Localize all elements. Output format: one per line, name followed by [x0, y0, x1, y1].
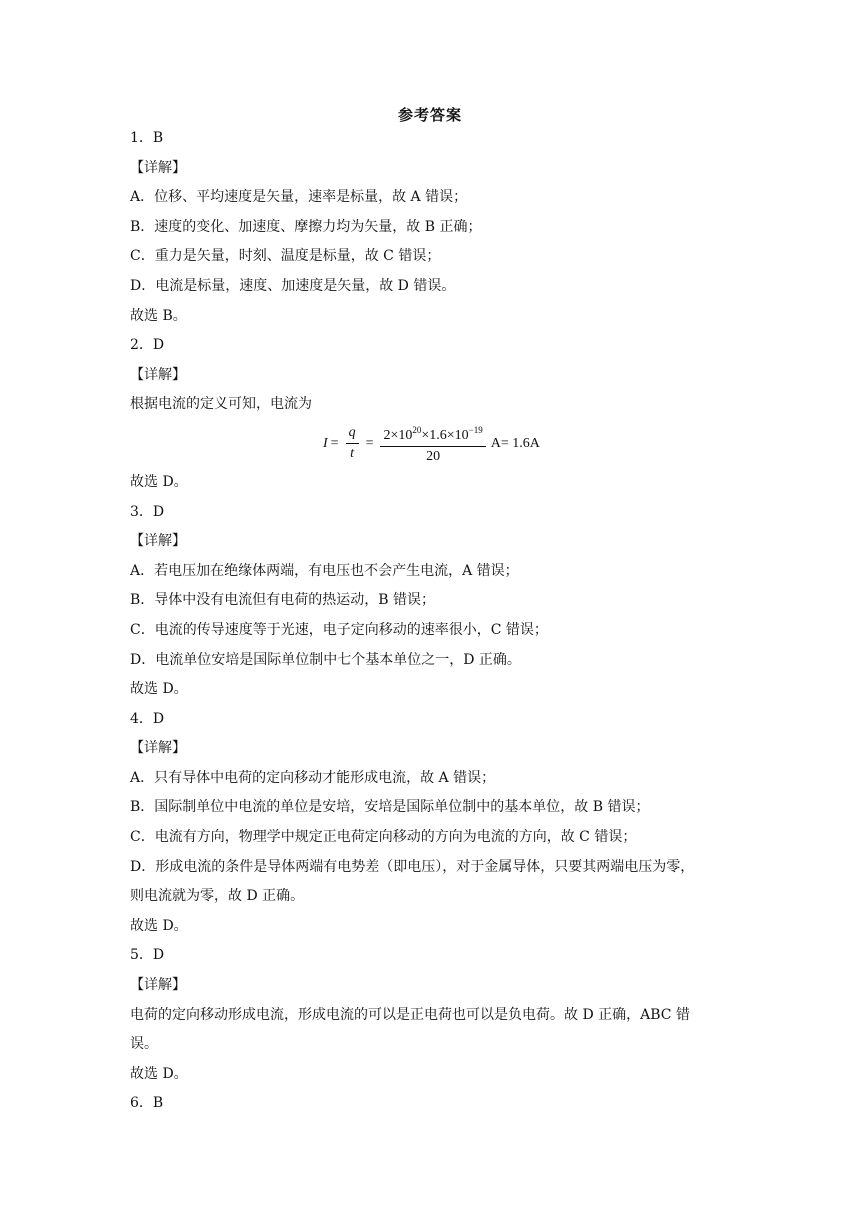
numerator-part-1: 2×10 — [383, 428, 413, 444]
numerator-part-2: ×1.6×10 — [421, 428, 469, 444]
text-line: C．重力是矢量，时刻、温度是标量，故 C 错误； — [130, 248, 441, 265]
text-line: 3．D — [130, 503, 165, 520]
fraction-denominator: 20 — [426, 449, 441, 465]
text-line: 1．B — [130, 130, 164, 146]
text-line: 【详解】 — [130, 740, 186, 757]
text-line: 则电流就为零，故 D 正确。 — [130, 888, 305, 905]
text-line: 故选 D。 — [130, 1065, 188, 1082]
text-line: B．速度的变化、加速度、摩擦力均为矢量，故 B 正确； — [130, 218, 482, 235]
page-title: 参考答案 — [397, 106, 462, 124]
numerator-exponent-1: 20 — [412, 425, 422, 436]
text-line: D．电流是标量，速度、加速度是矢量，故 D 错误。 — [130, 277, 456, 294]
fraction-numerator — [380, 421, 485, 447]
text-line: A．若电压加在绝缘体两端，有电压也不会产生电流，A 错误； — [130, 562, 519, 579]
answers-block-1 — [130, 124, 730, 420]
text-line: D．电流单位安培是国际单位制中七个基本单位之一，D 正确。 — [130, 651, 521, 668]
text-line: 【详解】 — [130, 159, 186, 176]
text-line: 电荷的定向移动形成电流，形成电流的可以是正电荷也可以是负电荷。故 D 正确，ABC 错 — [130, 1006, 690, 1023]
text-line: B．国际制单位中电流的单位是安培，安培是国际单位制中的基本单位，故 B 错误； — [130, 799, 650, 816]
formula-equals-1: = — [330, 435, 339, 451]
text-line: 故选 D。 — [130, 473, 188, 490]
text-line: 【详解】 — [130, 366, 186, 383]
text-line: 【详解】 — [130, 533, 186, 550]
fraction-value — [380, 421, 485, 466]
numerator-exponent-2: −19 — [468, 425, 483, 436]
text-line: 5．D — [130, 947, 165, 964]
formula-equals-2: = — [365, 435, 374, 451]
text-line: 误。 — [130, 1036, 158, 1053]
text-line: D．形成电流的条件是导体两端有电势差（即电压），对于金属导体，只要其两端电压为零， — [130, 858, 695, 875]
text-line: 【详解】 — [130, 977, 186, 994]
formula-lhs: I — [323, 435, 328, 451]
fraction-q-over-t — [346, 424, 359, 463]
current-formula — [323, 420, 540, 468]
formula-row — [130, 420, 730, 468]
answer-content — [130, 124, 730, 1119]
text-line: 2．D — [130, 337, 165, 354]
text-line: 根据电流的定义可知，电流为 — [130, 396, 312, 413]
text-line: 故选 B。 — [130, 307, 187, 324]
text-line: 6．B — [130, 1095, 164, 1112]
formula-result: A= 1.6A — [490, 435, 540, 451]
text-line: A．位移、平均速度是矢量，速率是标量，故 A 错误； — [130, 189, 468, 206]
text-line: A．只有导体中电荷的定向移动才能形成电流，故 A 错误； — [130, 769, 496, 786]
fraction-q: q — [346, 424, 359, 444]
text-line: C．电流的传导速度等于光速，电子定向移动的速率很小，C 错误； — [130, 621, 548, 638]
text-line: 4．D — [130, 710, 165, 727]
fraction-t: t — [350, 446, 355, 462]
text-line: 故选 D。 — [130, 681, 188, 698]
answers-block-2 — [130, 468, 730, 1119]
text-line: 故选 D。 — [130, 917, 188, 934]
text-line: B．导体中没有电流但有电荷的热运动，B 错误； — [130, 592, 436, 609]
text-line: C．电流有方向，物理学中规定正电荷定向移动的方向为电流的方向，故 C 错误； — [130, 829, 637, 846]
